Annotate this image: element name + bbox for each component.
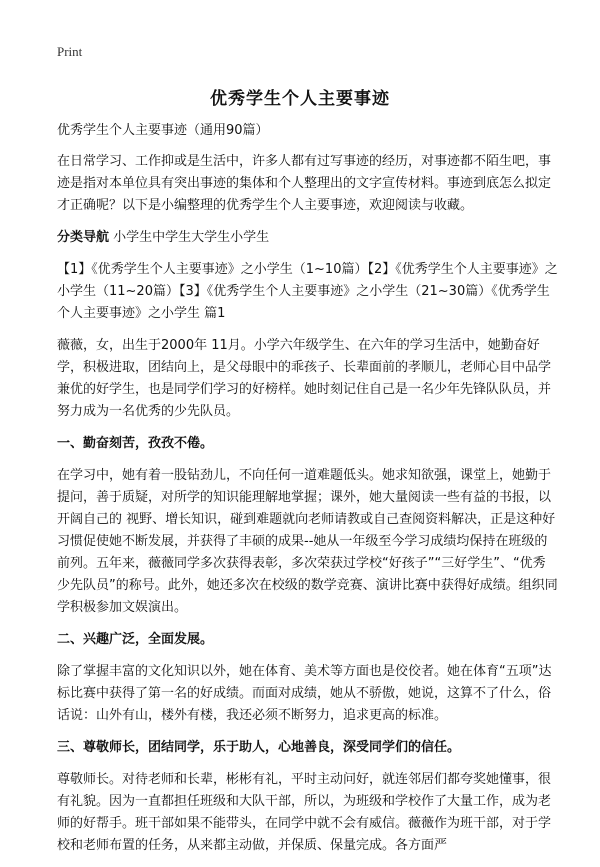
category-nav-items[interactable]: 小学生中学生大学生小学生 [113, 230, 270, 245]
category-nav-label: 分类导航 [57, 230, 110, 245]
paragraph-1: 薇薇，女，出生于2000年 11月。小学六年级学生、在六年的学习生活中，她勤奋好学，积极进取，团结向上，是父母眼中的乖孩子、长辈面前的孝顺儿，老师心目中品学兼优的好学生，也是同学们学习的好榜样。她时刻记住自己是一名少年先锋队队员，并努力成为一名优秀的少先队员。 [57, 338, 552, 419]
article-subtitle: 优秀学生个人主要事迹（通用90篇） [57, 123, 269, 138]
category-nav [57, 227, 558, 249]
section-heading-3: 三、尊敬师长，团结同学，乐于助人，心地善良，深受同学们的信任。 [57, 740, 461, 755]
chapter-links[interactable]: 【1】《优秀学生个人主要事迹》之小学生（1~10篇）【2】《优秀学生个人主要事迹》之小学生（11~20篇）【3】《优秀学生个人主要事迹》之小学生（21~30篇）《优秀学生个人主要事迹》之小学生 篇1 [57, 262, 558, 321]
intro-paragraph: 在日常学习、工作抑或是生活中，许多人都有过写事迹的经历，对事迹都不陌生吧，事迹是指对本单位具有突出事迹的集体和个人整理出的文字宣传材料。事迹到底怎么拟定才正确呢？以下是小编整理的优秀学生个人主要事迹，欢迎阅读与收藏。 [57, 154, 552, 213]
article-body [57, 120, 558, 867]
section-heading-1: 一、勤奋刻苦，孜孜不倦。 [57, 436, 214, 451]
paragraph-4: 尊敬师长。对待老师和长辈，彬彬有礼，平时主动问好，就连邻居们都夸奖她懂事，很有礼貌。因为一直都担任班级和大队干部，所以，为班级和学校作了大量工作，成为老师的好帮手。班干部如果不能带头，在同学中就不会有威信。薇薇作为班干部，对于学校和老师布置的任务，从来都主动做，并保质、保量完成。各方面严 [57, 772, 552, 853]
print-label[interactable]: Print [57, 44, 83, 59]
section-heading-2: 二、兴趣广泛，全面发展。 [57, 632, 214, 647]
paragraph-3: 除了掌握丰富的文化知识以外，她在体育、美术等方面也是佼佼者。她在体育“五项”达标比赛中获得了第一名的好成绩。而面对成绩，她从不骄傲，她说，这算不了什么，俗话说：山外有山，楼外有楼，我还必须不断努力，追求更高的标准。 [57, 664, 552, 723]
page-title: 优秀学生个人主要事迹 [210, 89, 390, 109]
paragraph-2: 在学习中，她有着一股钻劲儿，不向任何一道难题低头。她求知欲强，课堂上，她勤于提问，善于质疑，对所学的知识能理解地掌握；课外，她大量阅读一些有益的书报，以开阔自己的 视野、增长知识，碰到难题就向老师请教或自己查阅资料解决，正是这种好习惯促使她不断发展，并获得了丰硕的成果--她从一年级至今学习成绩均保持在班级的前列。五年来，薇薇同学多次获得表彰，多次荣获过学校“好孩子”“三好学生”、“优秀少先队员”的称号。此外，她还多次在校级的数学竞赛、演讲比赛中获得好成绩。组织同学积极参加文娱演出。 [57, 468, 558, 615]
